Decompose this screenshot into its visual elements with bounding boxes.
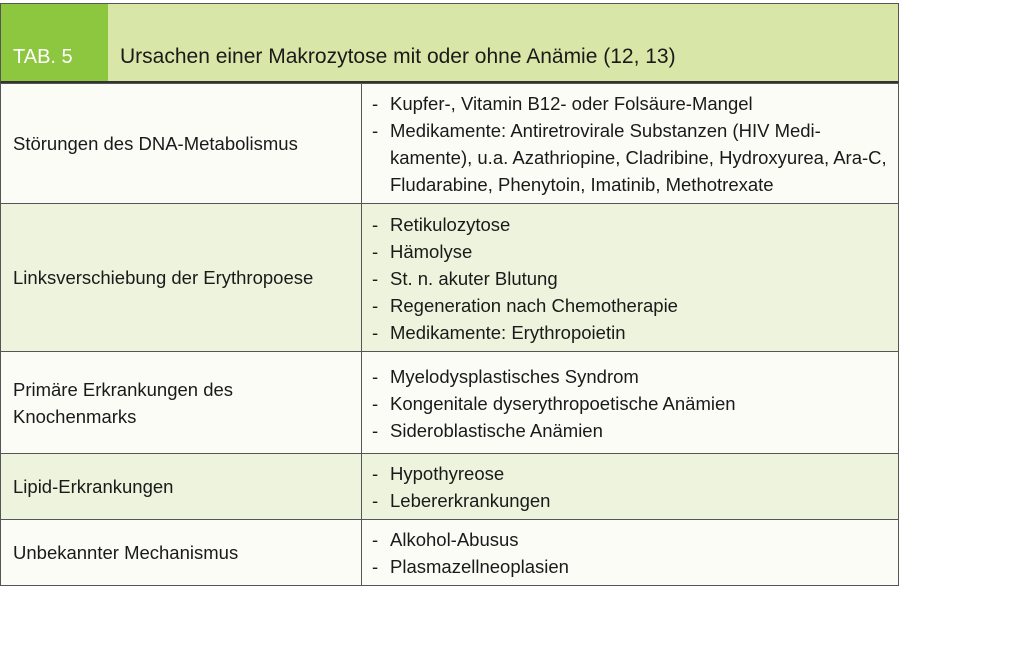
category-cell: Primäre Erkrankungen des Knochenmarks: [1, 352, 362, 454]
table-row: [1, 520, 899, 586]
table-row: [1, 204, 899, 352]
list-item: - St. n. akuter Blutung: [372, 267, 558, 289]
table-row: [1, 352, 899, 454]
list-item: - Plasmazellneoplasien: [372, 556, 569, 577]
list-item: - Alkohol-Abusus: [372, 529, 519, 550]
list-item: - Kongenitale dyserythropoetische Anämien: [372, 392, 736, 414]
category-cell: Störungen des DNA-Metabolismus: [1, 84, 362, 204]
table-row: [1, 454, 899, 520]
category-cell: Unbekannter Mechanismus: [1, 520, 362, 586]
items-cell: [362, 84, 899, 204]
list-item: - Medikamente: Erythropoietin: [372, 321, 626, 343]
items-cell: [362, 520, 899, 586]
items-cell: [362, 352, 899, 454]
list-item: - Retikulozytose: [372, 213, 511, 235]
list-item: - Regeneration nach Chemotherapie: [372, 294, 678, 316]
list-item: - Hypothyreose: [372, 463, 505, 484]
list-item: - Sideroblastische Anämien: [372, 419, 603, 441]
list-item: - Myelodysplastisches Syndrom: [372, 365, 639, 387]
causes-table: [0, 83, 899, 586]
category-cell: Linksverschiebung der Erythropoese: [1, 204, 362, 352]
list-item: - Lebererkrankungen: [372, 490, 551, 511]
table-number-badge: TAB. 5: [1, 4, 108, 81]
list-item: - Kupfer-, Vitamin B12- oder Folsäure-Mangel: [372, 93, 753, 114]
list-item: - Medikamente: Antiretrovirale Substanzen (HIV Medi-kamente), u.a. Azathriopine, Cladribine, Hydroxyurea, Ara-C, Fludarabine, Phenytoin, Imatinib, Methotrexate: [372, 120, 887, 195]
table-container: [0, 3, 899, 586]
items-cell: [362, 454, 899, 520]
table-header: [0, 3, 899, 83]
category-cell: Lipid-Erkrankungen: [1, 454, 362, 520]
table-title: Ursachen einer Makrozytose mit oder ohne Anämie (12, 13): [120, 45, 676, 68]
items-cell: [362, 204, 899, 352]
list-item: - Hämolyse: [372, 240, 473, 262]
table-row: [1, 84, 899, 204]
